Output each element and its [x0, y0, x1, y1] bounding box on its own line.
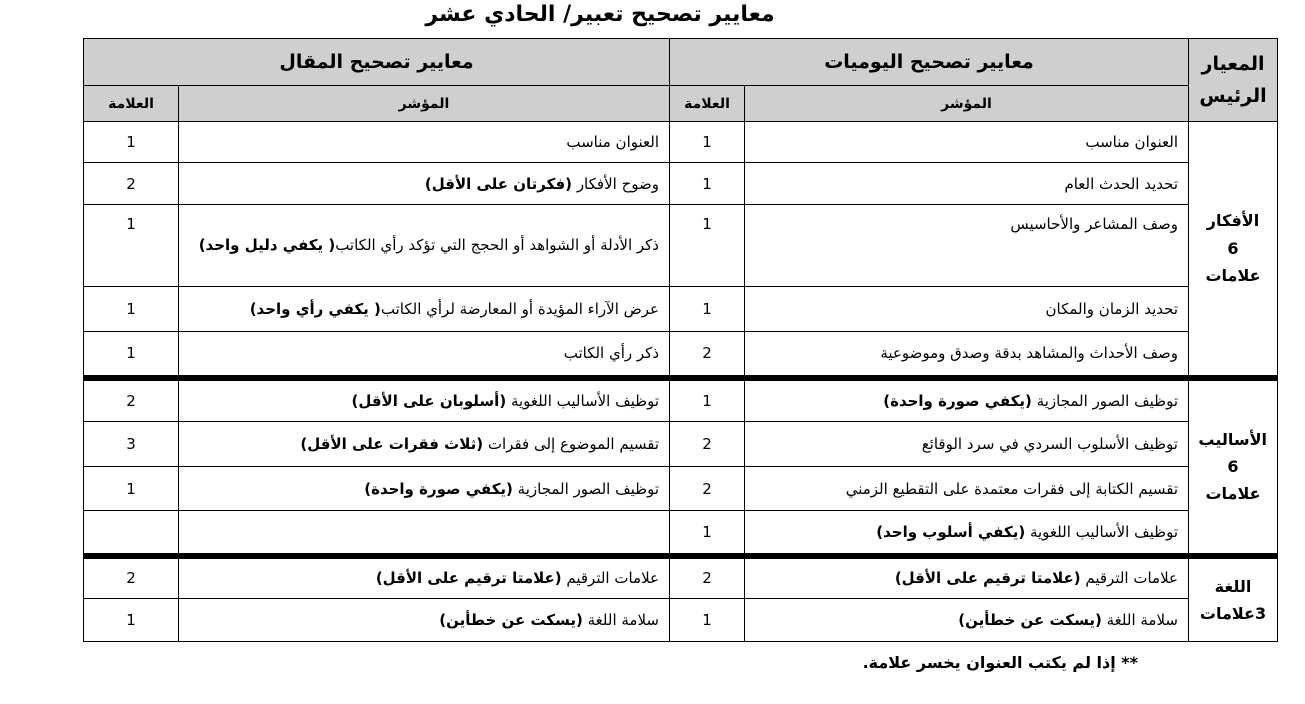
header-main-criterion: المعيار الرئيس [1189, 39, 1278, 122]
essay-mark: 3 [84, 422, 179, 467]
diary-indicator: توظيف الأساليب اللغوية (يكفي أسلوب واحد) [745, 511, 1189, 556]
diary-mark: 1 [670, 205, 745, 287]
diary-indicator: تقسيم الكتابة إلى فقرات معتمدة على التقطيع الزمني [745, 467, 1189, 511]
table-row [84, 511, 1278, 556]
group-label-language: اللغة 3علامات [1189, 556, 1278, 642]
diary-mark: 1 [670, 163, 745, 205]
essay-mark: 1 [84, 205, 179, 287]
diary-mark: 2 [670, 332, 745, 378]
header-diary-mark: العلامة [670, 86, 745, 122]
table-row [84, 467, 1278, 511]
essay-indicator: سلامة اللغة (يسكت عن خطأين) [179, 599, 670, 642]
essay-mark: 1 [84, 599, 179, 642]
diary-mark: 2 [670, 467, 745, 511]
criteria-table [83, 38, 1278, 642]
diary-indicator: توظيف الأسلوب السردي في سرد الوقائع [745, 422, 1189, 467]
essay-indicator: توظيف الأساليب اللغوية (أسلوبان على الأقل) [179, 378, 670, 422]
diary-mark: 1 [670, 511, 745, 556]
diary-mark: 2 [670, 556, 745, 599]
table-row [84, 287, 1278, 332]
group-label-ideas: الأفكار 6 علامات [1189, 122, 1278, 378]
essay-mark: 1 [84, 287, 179, 332]
diary-mark: 1 [670, 287, 745, 332]
diary-indicator: وصف الأحداث والمشاهد بدقة وصدق وموضوعية [745, 332, 1189, 378]
page-title: معايير تصحيح تعبير/ الحادي عشر [425, 2, 775, 27]
diary-indicator: العنوان مناسب [745, 122, 1189, 163]
diary-mark: 2 [670, 422, 745, 467]
header-essay-mark: العلامة [84, 86, 179, 122]
essay-indicator: العنوان مناسب [179, 122, 670, 163]
header-diary-section: معايير تصحيح اليوميات [670, 39, 1189, 86]
essay-mark: 1 [84, 332, 179, 378]
essay-indicator: عرض الآراء المؤيدة أو المعارضة لرأي الكاتب( يكفي رأي واحد) [179, 287, 670, 332]
diary-indicator: علامات الترقيم (علامتا ترقيم على الأقل) [745, 556, 1189, 599]
essay-mark: 1 [84, 122, 179, 163]
diary-mark: 1 [670, 599, 745, 642]
table-row [84, 163, 1278, 205]
table-row [84, 556, 1278, 599]
header-essay-indicator: المؤشر [179, 86, 670, 122]
essay-indicator: توظيف الصور المجازية (يكفي صورة واحدة) [179, 467, 670, 511]
essay-mark: 2 [84, 378, 179, 422]
footnote: ** إذا لم يكتب العنوان يخسر علامة. [862, 653, 1138, 672]
essay-indicator: وضوح الأفكار (فكرتان على الأقل) [179, 163, 670, 205]
group-label-styles: الأساليب 6 علامات [1189, 378, 1278, 556]
essay-indicator: علامات الترقيم (علامتا ترقيم على الأقل) [179, 556, 670, 599]
essay-indicator: تقسيم الموضوع إلى فقرات (ثلاث فقرات على الأقل) [179, 422, 670, 467]
table-row [84, 378, 1278, 422]
essay-mark: 1 [84, 467, 179, 511]
essay-mark [84, 511, 179, 556]
diary-indicator: توظيف الصور المجازية (يكفي صورة واحدة) [745, 378, 1189, 422]
header-essay-section: معايير تصحيح المقال [84, 39, 670, 86]
essay-mark: 2 [84, 163, 179, 205]
table-row [84, 422, 1278, 467]
essay-mark: 2 [84, 556, 179, 599]
diary-indicator: تحديد الزمان والمكان [745, 287, 1189, 332]
diary-indicator: تحديد الحدث العام [745, 163, 1189, 205]
table-row [84, 205, 1278, 287]
diary-mark: 1 [670, 122, 745, 163]
diary-indicator: وصف المشاعر والأحاسيس [745, 205, 1189, 287]
essay-indicator: ذكر الأدلة أو الشواهد أو الحجج التي تؤكد رأي الكاتب( يكفي دليل واحد) [179, 205, 670, 287]
table-row [84, 332, 1278, 378]
table-row [84, 599, 1278, 642]
table-row [84, 122, 1278, 163]
diary-indicator: سلامة اللغة (يسكت عن خطأين) [745, 599, 1189, 642]
essay-indicator [179, 511, 670, 556]
essay-indicator: ذكر رأي الكاتب [179, 332, 670, 378]
diary-mark: 1 [670, 378, 745, 422]
header-diary-indicator: المؤشر [745, 86, 1189, 122]
